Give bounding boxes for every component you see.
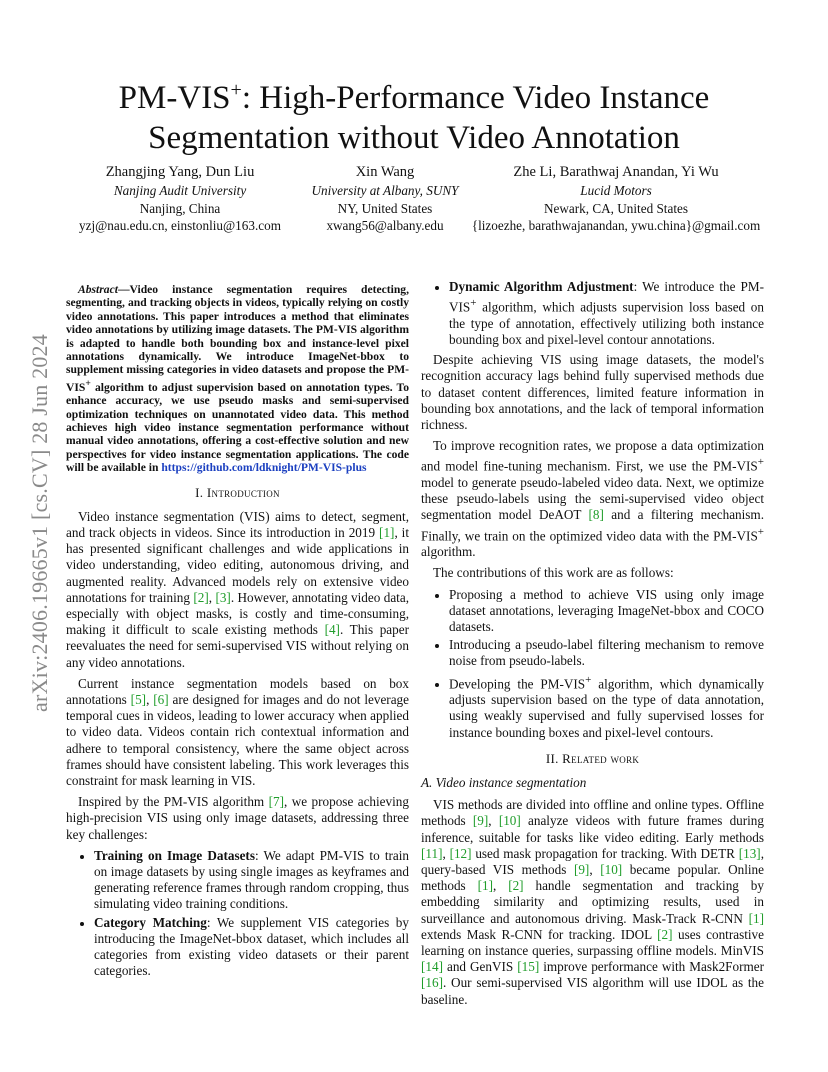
paper-title: PM-VIS+: High-Performance Video Instance Segmentation without Video Annotation	[118, 79, 710, 156]
paragraph: Inspired by the PM-VIS algorithm [7], we propose achieving high-precision VIS using only image datasets, addressing three key challenges:	[66, 794, 409, 842]
paragraph: Video instance segmentation (VIS) aims to detect, segment, and track objects in videos. Since its introduction in 2019 [1], it has presented significant challenges and wide applications in video understanding, video editing, autonomous driving, and augmented reality. Advanced models rely on extensive video annotations for training [2], [3]. However, annotating video data, especially with object masks, is costly and time-consuming, making it difficult to scale existing methods [4]. This paper reevaluates the need for semi-supervised VIS without relying on any video annotations.	[66, 508, 410, 670]
author-email: {lizoezhe, barathwajanandan, ywu.china}@gmail.com	[471, 218, 761, 233]
contributions-list	[421, 587, 764, 741]
author-group-1	[60, 163, 300, 235]
author-affiliation: Lucid Motors	[580, 183, 652, 198]
list-item: • Proposing a method to achieve VIS using only image dataset annotations, leveraging ImageNet-bbox and COCO datasets.	[449, 587, 764, 636]
arxiv-id-text: arXiv:2406.19665v1 [cs.CV] 28 Jun 2024	[27, 334, 52, 712]
paragraph: To improve recognition rates, we propose a data optimization and model fine-tuning mechanism. First, we use the PM-VIS+ model to generate pseudo-labeled video data. Next, we optimize these pseudo-labels using the semi-supervised video object segmentation model DeAOT [8] and a filtering mechanism. Finally, we train on the optimized video data with the PM-VIS+ algorithm.	[421, 438, 764, 560]
paragraph: VIS methods are divided into offline and online types. Offline methods [9], [10] analyze videos with future frames during inference, suitable for tasks like video editing. Early methods [11], [12] used mask propagation for tracking. With DETR [13], query-based VIS methods [9], [10] became popular. Online methods [1], [2] handle segmentation and tracking by embedding similarity and optimizing results, used in surveillance and autonomous driving. Mask-Track R-CNN [1] extends Mask R-CNN for tracking. IDOL [2] uses contrastive learning on instance queries, surpassing offline models. MinVIS [14] and GenVIS [15] improve performance with Mask2Former [16]. Our semi-supervised VIS algorithm will use IDOL as the baseline.	[421, 797, 764, 1007]
author-affiliation: Nanjing Audit University	[113, 183, 247, 198]
author-names: Zhe Li, Barathwaj Anandan, Yi Wu	[513, 164, 719, 180]
author-location: Newark, CA, United States	[544, 200, 688, 216]
section-heading-related-work: II. Related work	[545, 750, 640, 766]
right-column	[421, 279, 764, 1013]
section-heading-introduction: I. Introduction	[195, 484, 280, 500]
left-column	[66, 283, 409, 983]
paragraph: Despite achieving VIS using image datasets, the model's recognition accuracy lags behind fully supervised methods due to dataset content differences, limited feature information in bounding box annotations, and the lack of temporal information richness.	[421, 352, 764, 433]
paragraph: The contributions of this work are as follows:	[433, 565, 674, 581]
challenges-list	[66, 848, 409, 980]
author-location: NY, United States	[337, 200, 433, 216]
author-affiliation: University at Albany, SUNY	[311, 183, 459, 198]
list-item: • Category Matching: We supplement VIS categories by introducing the ImageNet-bbox dataset, which includes all categories from existing video datasets or their parent categories.	[94, 915, 409, 980]
author-location: Nanjing, China	[139, 200, 221, 216]
author-names: Xin Wang	[355, 164, 415, 180]
list-item: • Training on Image Datasets: We adapt PM-VIS to train on image datasets by using single images as keyframes and generating reference frames through random cropping, thus simulating video training conditions.	[94, 848, 409, 913]
author-email: xwang56@albany.edu	[326, 218, 444, 233]
list-item: • Developing the PM-VIS+ algorithm, which dynamically adjusts supervision based on the type of data annotation, using weakly supervised and fully supervised losses for instance bounding boxes and pixel-level contours.	[449, 672, 764, 741]
list-item: • Dynamic Algorithm Adjustment: We introduce the PM-VIS+ algorithm, which adjusts supervision loss based on the type of annotation, effectively utilizing both instance bounding box and pixel-level contour annotations.	[449, 279, 764, 348]
author-names: Zhangjing Yang, Dun Liu	[105, 164, 255, 180]
subsection-heading: A. Video instance segmentation	[421, 775, 587, 791]
list-item: • Introducing a pseudo-label filtering mechanism to remove noise from pseudo-labels.	[449, 637, 764, 669]
author-group-3	[452, 163, 780, 235]
author-email: yzj@nau.edu.cn, einstonliu@163.com	[79, 218, 281, 233]
challenges-list-continued	[421, 279, 764, 348]
abstract: Abstract—Video instance segmentation requires detecting, segmenting, and tracking objects in videos, typically relying on costly video annotations. This paper introduces a method that eliminates video annotations by utilizing image datasets. The PM-VIS algorithm is adapted to handle both bounding box and instance-level pixel annotations dynamically. We introduce ImageNet-bbox to supplement missing categories in video datasets and propose the PM-VIS+ algorithm to adjust supervision based on annotation types. To enhance accuracy, we use pseudo masks and semi-supervised optimization techniques on unannotated video data. This method achieves high video instance segmentation performance without manual video annotations, offering a cost-effective solution and new perspectives for video instance segmentation applications. The code will be available in https://github.com/ldknight/PM-VIS-plus	[66, 283, 409, 475]
paragraph: Current instance segmentation models based on box annotations [5], [6] are designed for images and do not leverage temporal cues in videos, leading to lower accuracy when applied to video data. Videos contain rich contextual information and adhere to temporal consistency, where the same object across frames should have consistent labeling. This work leverages this constraint for mask learning in VIS.	[66, 675, 409, 788]
arxiv-identifier	[27, 288, 52, 758]
